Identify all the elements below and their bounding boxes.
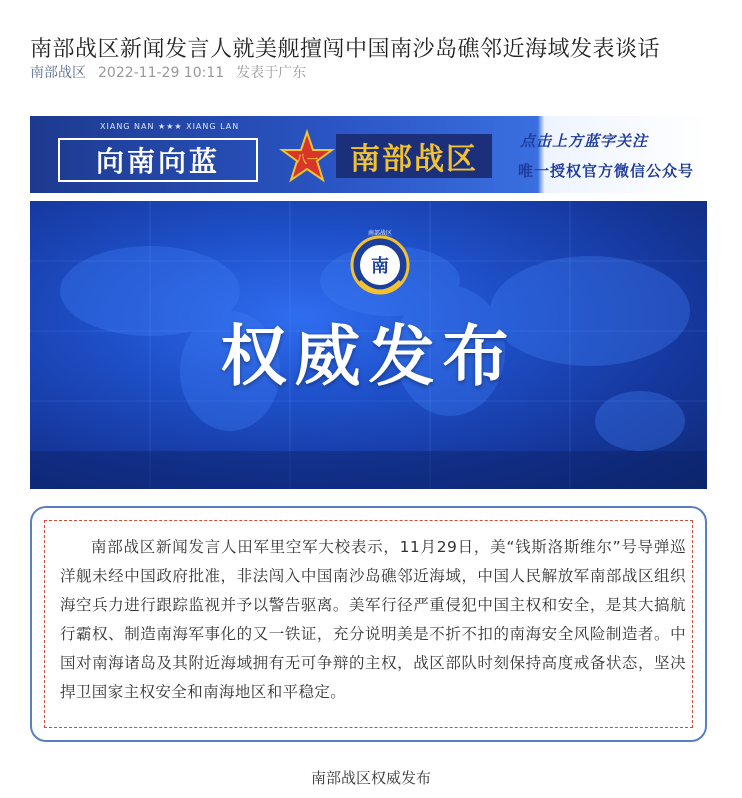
banner-follow-hint: 点击上方蓝字关注 <box>520 132 649 150</box>
badge-char: 南 <box>371 256 389 277</box>
banner-left-slogan: 向南向蓝 <box>58 138 258 182</box>
account-name-link[interactable]: 南部战区 <box>30 65 86 81</box>
southern-theater-badge-icon <box>347 223 413 303</box>
article-body-frame <box>30 506 707 742</box>
article-paragraph: 南部战区新闻发言人田军里空军大校表示，11月29日，美“钱斯洛斯维尔”号导弹巡洋舰未经中国政府批准，非法闯入中国南沙岛礁邻近海域，中国人民解放军南部战区组织海空兵力进行跟踪监视并予以警告驱离。美军行径严重侵犯中国主权和安全，是其大搞航行霸权、制造南海军事化的又一铁证，充分说明美是不折不扣的南海安全风险制造者。中国对南海诸岛及其附近海域拥有无可争辩的主权，战区部队时刻保持高度戒备状态，坚决捍卫国家主权安全和南海地区和平稳定。 <box>60 538 686 701</box>
banner-brand-name: 南部战区 <box>336 134 492 178</box>
article-title: 南部战区新闻发言人就美舰擅闯中国南沙岛礁邻近海域发表谈话 <box>30 36 661 62</box>
publish-datetime: 2022-11-29 10:11 <box>98 65 225 81</box>
follow-banner-image[interactable] <box>30 116 707 193</box>
hero-headline: 权威发布 <box>220 317 517 395</box>
military-emblem-icon <box>278 128 336 186</box>
article-meta <box>30 62 306 84</box>
svg-text:南部战区: 南部战区 <box>367 230 393 237</box>
publish-location: 发表于广东 <box>236 65 307 81</box>
hero-image <box>30 201 707 489</box>
svg-text:八一: 八一 <box>296 153 318 166</box>
banner-official-account: 唯一授权官方微信公众号 <box>518 162 695 180</box>
image-caption: 南部战区权威发布 <box>310 769 431 787</box>
banner-small-text: XIANG NAN ★★★ XIANG LAN <box>100 122 240 131</box>
